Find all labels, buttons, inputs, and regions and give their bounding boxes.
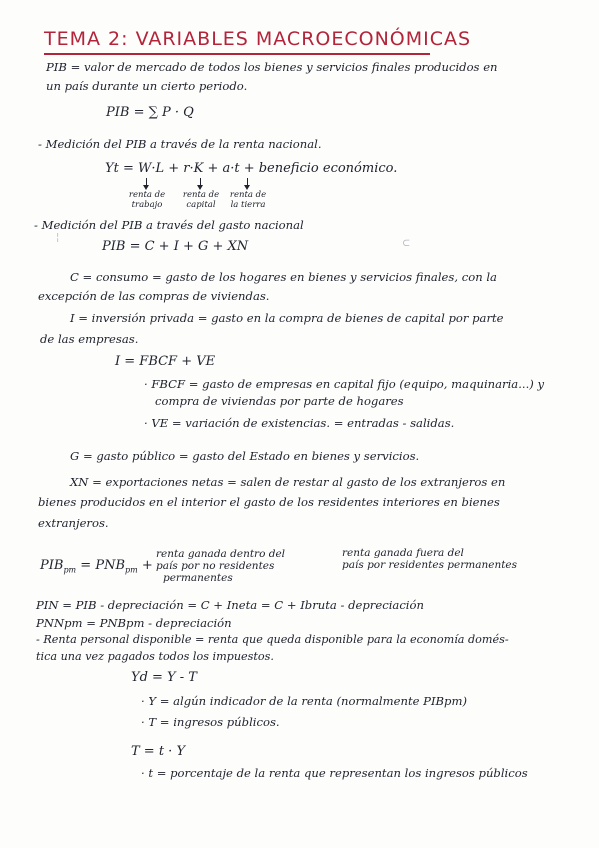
pib-pm-right-line1: renta ganada fuera del (342, 547, 464, 559)
pib-pm-middle-line2: país por no residentes (156, 560, 275, 572)
pib-pm-middle-line1: renta ganada dentro del (156, 548, 286, 560)
pib-pm-subscript: pm (63, 565, 77, 575)
inversion-formula: I = FBCF + VE (115, 354, 216, 369)
t-note: · T = ingresos públicos. (141, 715, 280, 729)
pib-formula: PIB = ∑ P · Q (106, 105, 194, 120)
consumo-line1: C = consumo = gasto de los hogares en bienes y servicios finales, con la (70, 270, 497, 284)
consumo-line2: excepción de las compras de viviendas. (38, 289, 270, 303)
pin-line: PIN = PIB - depreciación = C + Ineta = C + Ibruta - depreciación (36, 598, 424, 612)
pencil-mark: ¦ (56, 232, 60, 243)
page-title: TEMA 2: VARIABLES MACROECONÓMICAS (44, 28, 472, 50)
renta-disponible-line1: - Renta personal disponible = renta que queda disponible para la economía domés- (36, 633, 509, 646)
y-note: · Y = algún indicador de la renta (normalmente PIBpm) (141, 694, 468, 708)
renta-capital-label: renta de capital (182, 190, 220, 210)
plus-sign: + (141, 558, 153, 573)
gasto-publico-line: G = gasto público = gasto del Estado en bienes y servicios. (70, 449, 420, 463)
exportaciones-line2: bienes producidos en el interior el gasto de los residentes interiores en bienes (38, 495, 500, 509)
inversion-line1: I = inversión privada = gasto en la compra de bienes de capital por parte (70, 311, 504, 325)
gasto-formula: PIB = C + I + G + XN (102, 239, 249, 254)
pib-pm-middle-line3: permanentes (163, 572, 233, 584)
pib-definition-line1: PIB = valor de mercado de todos los bienes y servicios finales producidos en (46, 60, 498, 74)
pencil-mark: ⊂ (402, 238, 411, 249)
pnn-line: PNNpm = PNBpm - depreciación (36, 616, 232, 630)
renta-trabajo-label: renta de trabajo (128, 190, 166, 210)
gasto-heading: - Medición del PIB a través del gasto nacional (34, 218, 304, 232)
renta-tierra-label: renta de la tierra (229, 190, 267, 210)
pib-pm-lhs: PIB (40, 558, 64, 573)
exportaciones-line3: extranjeros. (38, 516, 109, 530)
renta-disponible-line2: tica una vez pagados todos los impuestos. (36, 650, 274, 663)
ve-line: · VE = variación de existencias. = entradas - salidas. (144, 416, 455, 430)
renta-tierra-arrow (247, 178, 248, 188)
t-formula: T = t · Y (131, 744, 186, 759)
exportaciones-line1: XN = exportaciones netas = salen de restar al gasto de los extranjeros en (70, 475, 506, 489)
fbcf-line1: · FBCF = gasto de empresas en capital fijo (equipo, maquinaria...) y (144, 377, 545, 391)
pnb-pm-term: = PNB (80, 558, 125, 573)
pib-pm-right-line2: país por residentes permanentes (342, 559, 518, 571)
pnb-pm-subscript: pm (125, 565, 138, 575)
inversion-line2: de las empresas. (40, 332, 139, 346)
pib-definition-line2: un país durante un cierto periodo. (46, 79, 248, 93)
yd-formula: Yd = Y - T (131, 670, 197, 685)
renta-formula: Yt = W·L + r·K + a·t + beneficio económico. (105, 161, 398, 176)
t-small-note: · t = porcentaje de la renta que representan los ingresos públicos (141, 766, 528, 780)
fbcf-line2: compra de viviendas por parte de hogares (155, 394, 404, 408)
renta-capital-arrow (200, 178, 201, 188)
renta-heading: - Medición del PIB a través de la renta nacional. (38, 137, 322, 151)
renta-trabajo-arrow (146, 178, 147, 188)
title-underline (44, 53, 430, 55)
pib-pm-formula (40, 559, 153, 578)
